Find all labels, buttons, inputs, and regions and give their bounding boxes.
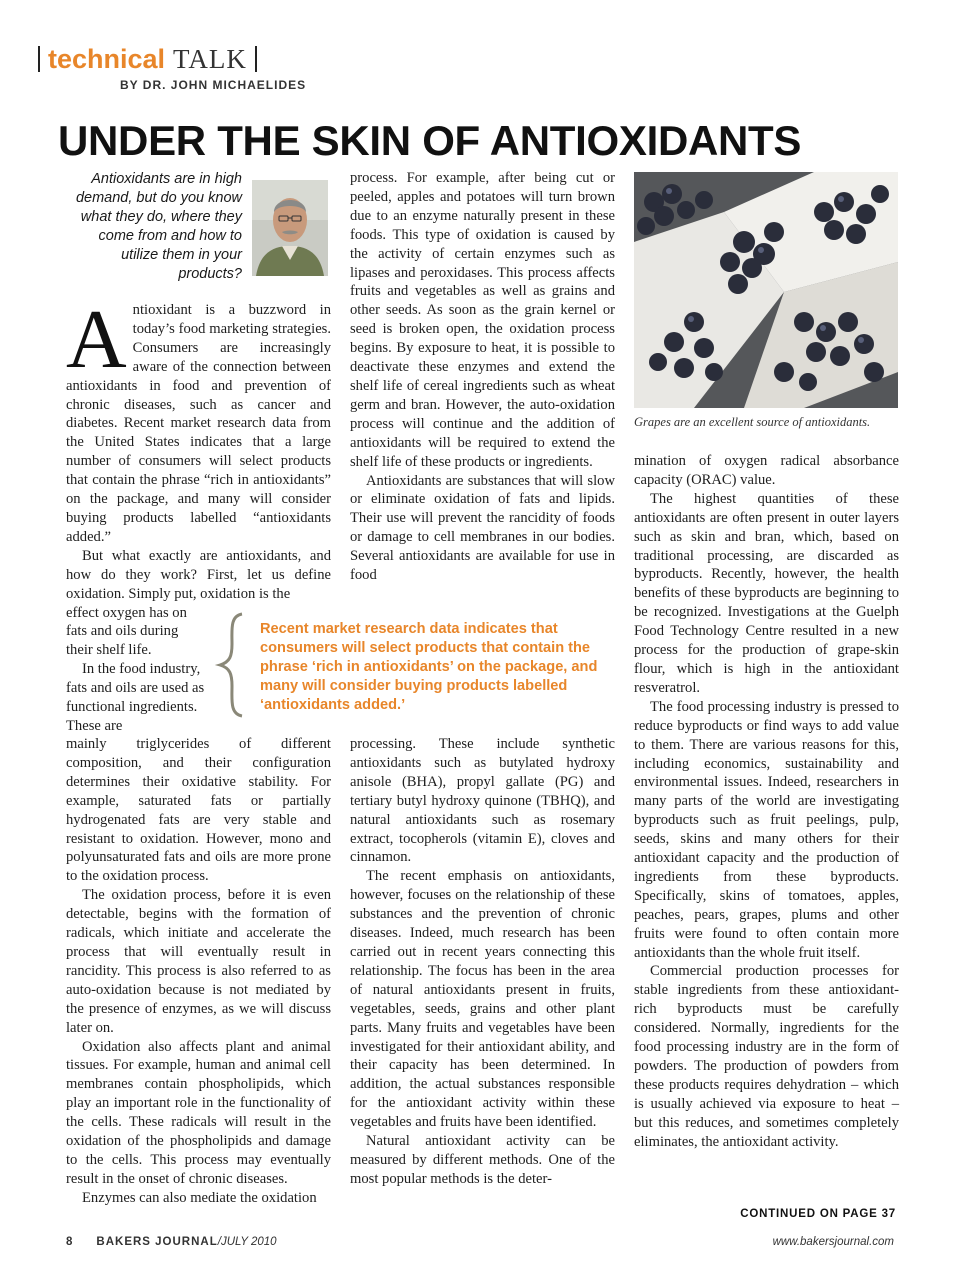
issue-date: /JULY 2010 (217, 1236, 277, 1248)
section-name-talk: TALK (173, 44, 247, 74)
paragraph: Antioxidants are substances that will slow or eliminate oxidation of fats and lipids. Their use will prevent the rancidity of foods or damage to cell membranes in our bodies. Several antioxidants are available for use in food (350, 472, 615, 584)
paragraph: The food processing industry is pressed to reduce byproducts or find ways to add value to them. There are various reasons for this, including economics, sustainability and environmental issues. Indeed, researchers in many parts of the world are investigating byproducts such as fruit peelings, pulp, seeds, skins and many others for their antioxidant capacity and the production of ingredients from these byproducts. Specifically, skins of tomatoes, apples, peaches, pears, grapes, plums and other fruits were found to often contain more antioxidants than the whole fruit itself. (634, 698, 899, 961)
paragraph: mination of oxygen radical absorbance capacity (ORAC) value. (634, 453, 899, 488)
paragraph: The recent emphasis on antioxidants, however, focuses on the relationship of these substances and the prevention of chronic diseases. Indeed, much research has been carried out in recent years connecting this relationship. The focus has been in the area of natural antioxidants present in fruits, vegetables, seeds, grains and other plant parts. Many fruits and vegetables have been investigated for their antioxidant ability, and their capacity has been determined. In addition, the actual substances responsible for the antioxidant activity within these vegetables and fruits have been identified. (350, 868, 615, 1131)
column-2-top (350, 169, 615, 585)
section-header (38, 42, 257, 76)
curly-brace-icon (212, 610, 252, 720)
paragraph: processing. These include synthetic antioxidants such as butylated hydroxy anisole (BHA), propyl gallate (PG) and tertiary butyl hydroxy quinone (TBHQ), and natural antioxidants such as rosemary extract, tocopherols (vitamin E), cloves and cinnamon. (350, 736, 615, 866)
column-1-bottom (66, 735, 331, 1208)
page-footer (66, 1236, 894, 1248)
footer-left (66, 1236, 277, 1248)
paragraph: The oxidation process, before it is even detectable, begins with the formation of radicals, which initiate and accelerate the process that will eventually result in rancidity. This process is also referred to as auto-oxidation because is not mediated by the presence of enzymes, as we will discuss later on. (66, 887, 331, 1036)
author-photo (252, 180, 328, 276)
section-header-line (38, 42, 257, 76)
paragraph: process. For example, after being cut or peeled, apples and potatoes will turn brown due to an enzyme naturally present in these foods. This type of oxidation is caused by the activity of certain enzymes such as lipases and peroxidases. This process affects fruits and vegetables as well as grains and other seeds. As soon as the grain kernel or seed is broken open, the oxidation process begins. By exposure to heat, it is possible to deactivate these enzymes and extend the shelf life of cereal ingredients such as wheat germ and bran. However, the auto-oxidation process will continue and the addition of antioxidants will be required to extend the shelf life of these products or ingredients. (350, 170, 615, 470)
paragraph: Enzymes can also mediate the oxidation (82, 1189, 317, 1206)
article-deck: Antioxidants are in high demand, but do you know what they do, where they come from and how to utilize them in your products? (75, 171, 242, 282)
header-bar-right (255, 46, 257, 72)
paragraph: In the food industry, fats and oils are used as functional ingredients. These are (66, 661, 205, 734)
drop-cap: A (66, 293, 127, 386)
paragraph: mainly triglycerides of different composition, and their configuration determines their oxidative stability. For example, saturated fats or partially hydrogenated fats are very stable and resistant to oxidation. However, mono and polyunsaturated fats and oils are more prone to the oxidation process. (66, 736, 331, 885)
paragraph-text: ntioxidant is a buzzword in today’s food marketing strategies. Consumers are increasingly aware of the connection between antioxidants in food and prevention of chronic diseases, such as cancer and diabetes. Recent market research data from the United States indicates that a large number of consumers will select products that contain the phrase “rich in antioxidants” on the package, and many will consider buying products labelled “antioxidants added.” (66, 302, 331, 545)
continued-notice: CONTINUED ON PAGE 37 (740, 1208, 896, 1220)
paragraph (66, 293, 331, 547)
paragraph: effect oxygen has on fats and oils during their shelf life. (66, 604, 187, 659)
paragraph: But what exactly are antioxidants, and how do they work? First, let us define oxidation. Simply put, oxidation is the (66, 547, 331, 602)
article-title: UNDER THE SKIN OF ANTIOXIDANTS (58, 117, 802, 164)
website-url: www.bakersjournal.com (772, 1236, 894, 1248)
paragraph: Oxidation also affects plant and animal tissues. For example, human and animal cell membranes contain phospholipids, which play an important role in the functionality of the cells. These radicals will result in the oxidation of the phospholipids and damage to the cells. This process may eventually result in the onset of chronic diseases. (66, 1038, 331, 1187)
photo-caption: Grapes are an excellent source of antioxidants. (634, 415, 871, 429)
column-2-bottom (350, 735, 615, 1189)
grapes-photo (634, 172, 898, 408)
column-3 (634, 452, 899, 1152)
paragraph: The highest quantities of these antioxidants are often present in outer layers such as skin and bran, which, based on traditional processing, are discarded as byproducts. Recently, however, the health benefits of these byproducts are beginning to be recognized. Investigations at the Guelph Food Technology Centre resulted in a new process for the production of grape-skin flour, which is high in the antioxidant resveratrol. (634, 490, 899, 696)
byline: BY DR. JOHN MICHAELIDES (120, 78, 307, 92)
paragraph: Commercial production processes for stable ingredients from these antioxidant-rich byproducts must be carefully considered. Normally, ingredients for the food processing industry are in the form of powders. The production of powders from these products requires dehydration – which is usually achieved via exposure to heat – but this reduces, and sometimes completely eliminates, the antioxidant activity. (634, 963, 899, 1150)
paragraph: Natural antioxidant activity can be measured by different methods. One of the most popular methods is the deter- (350, 1133, 615, 1187)
journal-name: BAKERS JOURNAL (96, 1236, 218, 1248)
section-name-technical: technical (48, 44, 166, 74)
header-bar-left (38, 46, 40, 72)
pull-quote: Recent market research data indicates that consumers will select products that contain the phrase ‘rich in antioxidants’ on the package, and many will consider buying products labelled ‘antioxidants added.’ (260, 621, 598, 713)
page-number: 8 (66, 1236, 73, 1248)
